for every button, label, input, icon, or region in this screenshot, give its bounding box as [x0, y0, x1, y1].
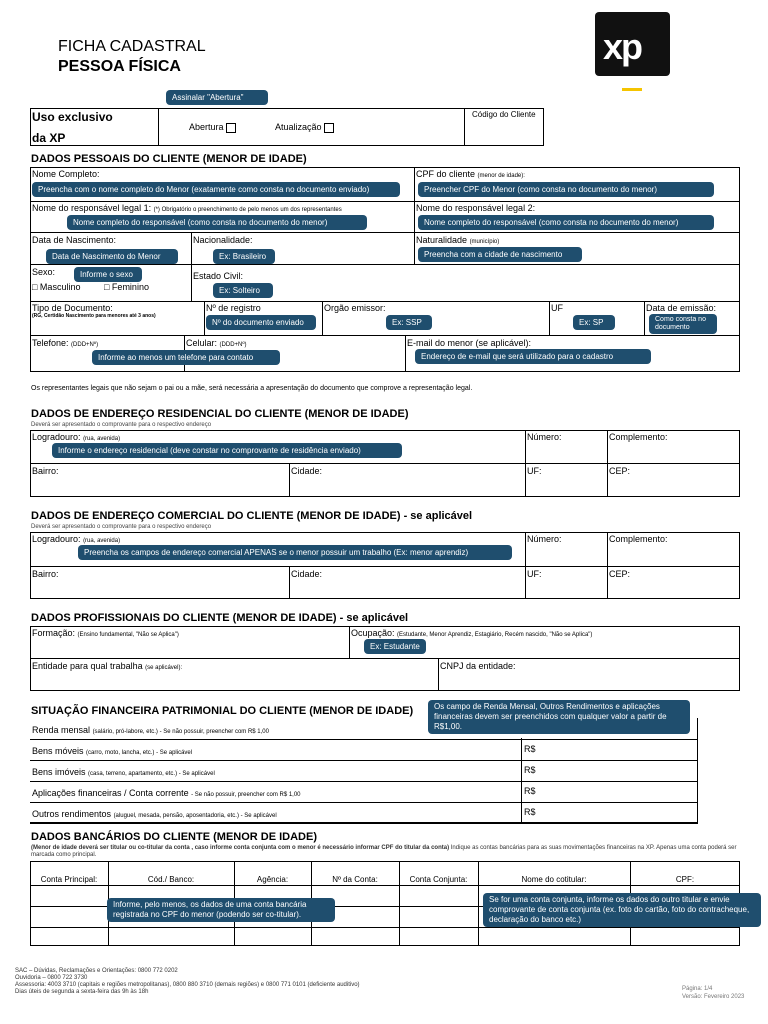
financial-row-label — [32, 788, 301, 798]
financial-row-divider — [30, 802, 698, 803]
nacionalidade-label: Nacionalidade: — [193, 235, 253, 245]
footer-contacts — [15, 968, 360, 996]
emissao-label: Data de emissão: — [646, 303, 717, 313]
res-logradouro-field[interactable]: Informe o endereço residencial (deve constar no comprovante de residência enviado) — [52, 443, 402, 458]
com-logradouro-text: Logradouro: — [32, 534, 81, 544]
com-numero-label: Número: — [527, 534, 562, 544]
financial-row-label-note: (aluguel, mesada, pensão, aposentadoria, etc.) - Se aplicável — [113, 813, 277, 819]
financial-row-label — [32, 809, 277, 819]
resp1-field[interactable]: Nome completo do responsável (como consta no documento do menor) — [67, 215, 367, 230]
telefone-label-text: Telefone: — [32, 338, 69, 348]
res-numero-label: Número: — [527, 432, 562, 442]
naturalidade-label-note: (município) — [469, 239, 500, 245]
telefone-label-note: (DDD+Nº) — [71, 342, 99, 348]
ocupacao-label-text: Ocupação: — [351, 628, 395, 638]
com-bairro-label: Bairro: — [32, 569, 59, 579]
nascimento-label: Data de Nascimento: — [32, 235, 117, 245]
sexo-label: Sexo: — [32, 267, 56, 277]
exclusive-label-2: da XP — [32, 131, 66, 145]
financial-value-field[interactable]: R$ — [524, 786, 536, 796]
resp2-field[interactable]: Nome completo do responsável (como consta no documento do menor) — [418, 215, 714, 230]
orgao-label: Orgão emissor: — [324, 303, 386, 313]
bank-header-cell: Nº da Conta: — [332, 875, 378, 884]
uf-label: UF — [551, 303, 563, 313]
financial-row-divider — [30, 760, 698, 761]
nascimento-field[interactable]: Data de Nascimento do Menor — [46, 249, 178, 264]
com-complemento-label: Complemento: — [609, 534, 668, 544]
cnpj-label: CNPJ da entidade: — [440, 661, 516, 671]
formacao-label — [32, 628, 179, 638]
res-bairro-label: Bairro: — [32, 466, 59, 476]
feminino-option[interactable]: □ Feminino — [104, 282, 149, 292]
abertura-label: Abertura — [189, 122, 224, 132]
bank-header-cell: Cód./ Banco: — [147, 875, 195, 884]
financial-value-field[interactable]: R$ — [524, 765, 536, 775]
financial-row-label-text: Bens imóveis — [32, 767, 86, 777]
formacao-label-note: (Ensino fundamental, "Não se Aplica") — [77, 632, 179, 638]
footer-line: Ouvidoria – 0800 722 3730 — [15, 975, 88, 981]
logo-text: xp — [603, 26, 642, 67]
cpf-label-text: CPF do cliente — [416, 169, 476, 179]
com-logradouro-field[interactable]: Preencha os campos de endereço comercial APENAS se o menor possuir um trabalho (Ex: menor aprendiz) — [78, 545, 512, 560]
bank-tip-2: Se for uma conta conjunta, informe os dados do outro titular e envie comprovante de conta conjunta (ex. foto do cartão, foto do contracheque, declaração do banco etc.) — [483, 893, 761, 927]
financial-row-label-note: (casa, terreno, apartamento, etc.) - Se aplicável — [88, 771, 215, 777]
telefone-field[interactable]: Informe ao menos um telefone para contato — [92, 350, 280, 365]
com-uf-label: UF: — [527, 569, 542, 579]
atualizacao-label: Atualização — [275, 122, 322, 132]
entidade-label — [32, 661, 182, 671]
footer-line: Assessoria: 4003 3710 (capitais e regiões metropolitanas), 0800 880 3710 (demais regiões) e 0800 771 0101 (deficiente auditivo) — [15, 982, 360, 988]
entidade-label-text: Entidade para qual trabalha — [32, 661, 143, 671]
bank-tip-1: Informe, pelo menos, os dados de uma conta bancária registrada no CPF do menor (podendo ser co-titular). — [107, 898, 335, 922]
abertura-option[interactable] — [189, 122, 236, 133]
bank-note — [31, 845, 741, 859]
financial-row-label-note: (salário, pró-labore, etc.) - Se não possuir, preencher com R$ 1,00 — [92, 729, 269, 735]
financial-row-label-note: (carro, moto, lancha, etc.) - Se aplicável — [86, 750, 193, 756]
com-logradouro-label — [32, 534, 120, 544]
financial-row-divider — [30, 781, 698, 782]
tipo-doc-label: Tipo de Documento: — [32, 303, 113, 313]
estado-civil-label: Estado Civil: — [193, 271, 244, 281]
financial-row-divider — [30, 823, 698, 824]
resp1-label-text: Nome do responsável legal 1: — [32, 203, 152, 213]
celular-label — [186, 338, 247, 348]
bank-note-text: Indique as contas bancárias para as suas movimentações financeiras na XP. Apenas uma conta poderá ser marcada como principal. — [31, 845, 737, 858]
res-cep-label: CEP: — [609, 466, 631, 476]
bank-section-title: DADOS BANCÁRIOS DO CLIENTE (MENOR DE IDADE) — [31, 831, 318, 843]
nome-completo-label: Nome Completo: — [32, 169, 100, 179]
cpf-label-note: (menor de idade): — [477, 173, 525, 179]
formacao-label-text: Formação: — [32, 628, 76, 638]
bank-note-bold: (Menor de idade deverá ser titular ou co-titular da conta , caso informe conta conjunta com o menor é necessário informar CPF do titular da conta) — [31, 845, 450, 851]
financial-section-title: SITUAÇÃO FINANCEIRA PATRIMONIAL DO CLIENTE (MENOR DE IDADE) — [31, 705, 414, 717]
nacionalidade-field[interactable]: Ex: Brasileiro — [213, 249, 275, 264]
cpf-field[interactable]: Preencher CPF do Menor (como consta no documento do menor) — [418, 182, 714, 197]
footer-line: Dias úteis de segunda a sexta-feira das 9h às 18h — [15, 989, 149, 995]
res-logradouro-label — [32, 432, 120, 442]
exclusive-label-1: Uso exclusivo — [32, 110, 113, 124]
codigo-cliente-label: Código do Cliente — [472, 110, 536, 119]
email-field[interactable]: Endereço de e-mail que será utilizado para o cadastro — [415, 349, 651, 364]
ocupacao-label-note: (Estudante, Menor Aprendiz, Estagiário, Recém nascido, "Não se Aplica") — [397, 632, 593, 638]
nome-completo-field[interactable]: Preencha com o nome completo do Menor (exatamente como consta no documento enviado) — [32, 182, 400, 197]
financial-value-field[interactable]: R$ — [524, 807, 536, 817]
financial-value-field[interactable]: R$ — [524, 744, 536, 754]
res-complemento-label: Complemento: — [609, 432, 668, 442]
commercial-subtitle: Deverá ser apresentado o comprovante para o respectivo endereço — [31, 524, 212, 530]
com-cep-label: CEP: — [609, 569, 631, 579]
uf-field[interactable]: Ex: SP — [573, 315, 615, 330]
estado-civil-field[interactable]: Ex: Solteiro — [213, 283, 273, 298]
res-logradouro-text: Logradouro: — [32, 432, 81, 442]
footer-line: SAC – Dúvidas, Reclamações e Orientações: 0800 772 0202 — [15, 968, 178, 974]
sexo-field[interactable]: Informe o sexo — [74, 267, 142, 282]
email-label: E-mail do menor (se aplicável): — [407, 338, 532, 348]
financial-row-label-text: Outros rendimentos — [32, 809, 112, 819]
res-cidade-label: Cidade: — [291, 466, 323, 476]
res-uf-label: UF: — [527, 466, 542, 476]
financial-row-label-text: Aplicações financeiras / Conta corrente — [32, 788, 189, 798]
registro-label: Nº de registro — [206, 303, 261, 313]
com-logradouro-note: (rua, avenida) — [83, 538, 121, 544]
financial-row-label — [32, 746, 192, 756]
orgao-field[interactable]: Ex: SSP — [386, 315, 432, 330]
naturalidade-field[interactable]: Preencha com a cidade de nascimento — [418, 247, 582, 262]
abertura-tip: Assinalar "Abertura" — [166, 90, 268, 105]
res-logradouro-note: (rua, avenida) — [83, 436, 121, 442]
naturalidade-label-text: Naturalidade — [416, 235, 468, 245]
financial-row-label-note: - Se não possuir, preencher com R$ 1,00 — [191, 792, 301, 798]
bank-header-cell: Conta Conjunta: — [409, 875, 468, 884]
resp1-label-note: (*) Obrigatório o preenchimento de pelo menos um dos representantes — [153, 207, 342, 213]
masculino-option[interactable]: □ Masculino — [32, 282, 81, 292]
entidade-label-note: (se aplicável): — [145, 665, 183, 671]
financial-row-label-text: Bens móveis — [32, 746, 84, 756]
emissao-field[interactable]: Como consta no documento — [649, 314, 717, 334]
registro-field[interactable]: Nº do documento enviado — [206, 315, 316, 330]
bank-header-cell: Conta Principal: — [40, 875, 98, 884]
cpf-label — [416, 169, 525, 179]
atualizacao-checkbox[interactable] — [324, 123, 334, 133]
ocupacao-label — [351, 628, 592, 638]
xp-logo — [595, 12, 670, 76]
residential-section-title: DADOS DE ENDEREÇO RESIDENCIAL DO CLIENTE (MENOR DE IDADE) — [31, 408, 409, 420]
celular-label-note: (DDD+Nº) — [219, 342, 247, 348]
com-cidade-label: Cidade: — [291, 569, 323, 579]
abertura-checkbox[interactable] — [226, 123, 236, 133]
naturalidade-label — [416, 235, 499, 245]
bank-header-cell: Agência: — [256, 875, 289, 884]
legal-note: Os representantes legais que não sejam o pai ou a mãe, será necessária a apresentação do documento que comprove a representação legal. — [31, 385, 473, 392]
financial-row-divider — [30, 739, 698, 740]
resp1-label — [32, 203, 342, 213]
personal-section-title: DADOS PESSOAIS DO CLIENTE (MENOR DE IDADE) — [31, 153, 307, 165]
telefone-label — [32, 338, 98, 348]
financial-row-label-text: Renda mensal — [32, 725, 91, 735]
logo-accent — [622, 88, 642, 91]
financial-row-label — [32, 725, 269, 735]
bank-header-cell: CPF: — [675, 875, 695, 884]
bank-header-cell: Nome do cotitular: — [521, 875, 587, 884]
financial-row-label — [32, 767, 215, 777]
resp2-label: Nome do responsável legal 2: — [416, 203, 536, 213]
version: Versão: Fevereiro 2023 — [682, 994, 745, 1000]
celular-label-text: Celular: — [186, 338, 218, 348]
ocupacao-field[interactable]: Ex: Estudante — [364, 639, 426, 654]
professional-section-title: DADOS PROFISSIONAIS DO CLIENTE (MENOR DE IDADE) - se aplicável — [31, 612, 409, 624]
atualizacao-option[interactable] — [275, 122, 334, 133]
form-title: FICHA CADASTRAL — [58, 38, 206, 55]
financial-tip: Os campo de Renda Mensal, Outros Rendimentos e aplicações financeiras devem ser preenchidos com qualquer valor a partir de R$1,00. — [428, 700, 690, 734]
tipo-doc-note: (RG, Certidão Nascimento para menores até 3 anos) — [32, 313, 156, 319]
residential-subtitle: Deverá ser apresentado o comprovante para o respectivo endereço — [31, 422, 212, 428]
commercial-section-title: DADOS DE ENDEREÇO COMERCIAL DO CLIENTE (MENOR DE IDADE) - se aplicável — [31, 510, 473, 522]
page-number: Página: 1/4 — [682, 986, 713, 992]
form-subtitle: PESSOA FÍSICA — [58, 58, 181, 75]
